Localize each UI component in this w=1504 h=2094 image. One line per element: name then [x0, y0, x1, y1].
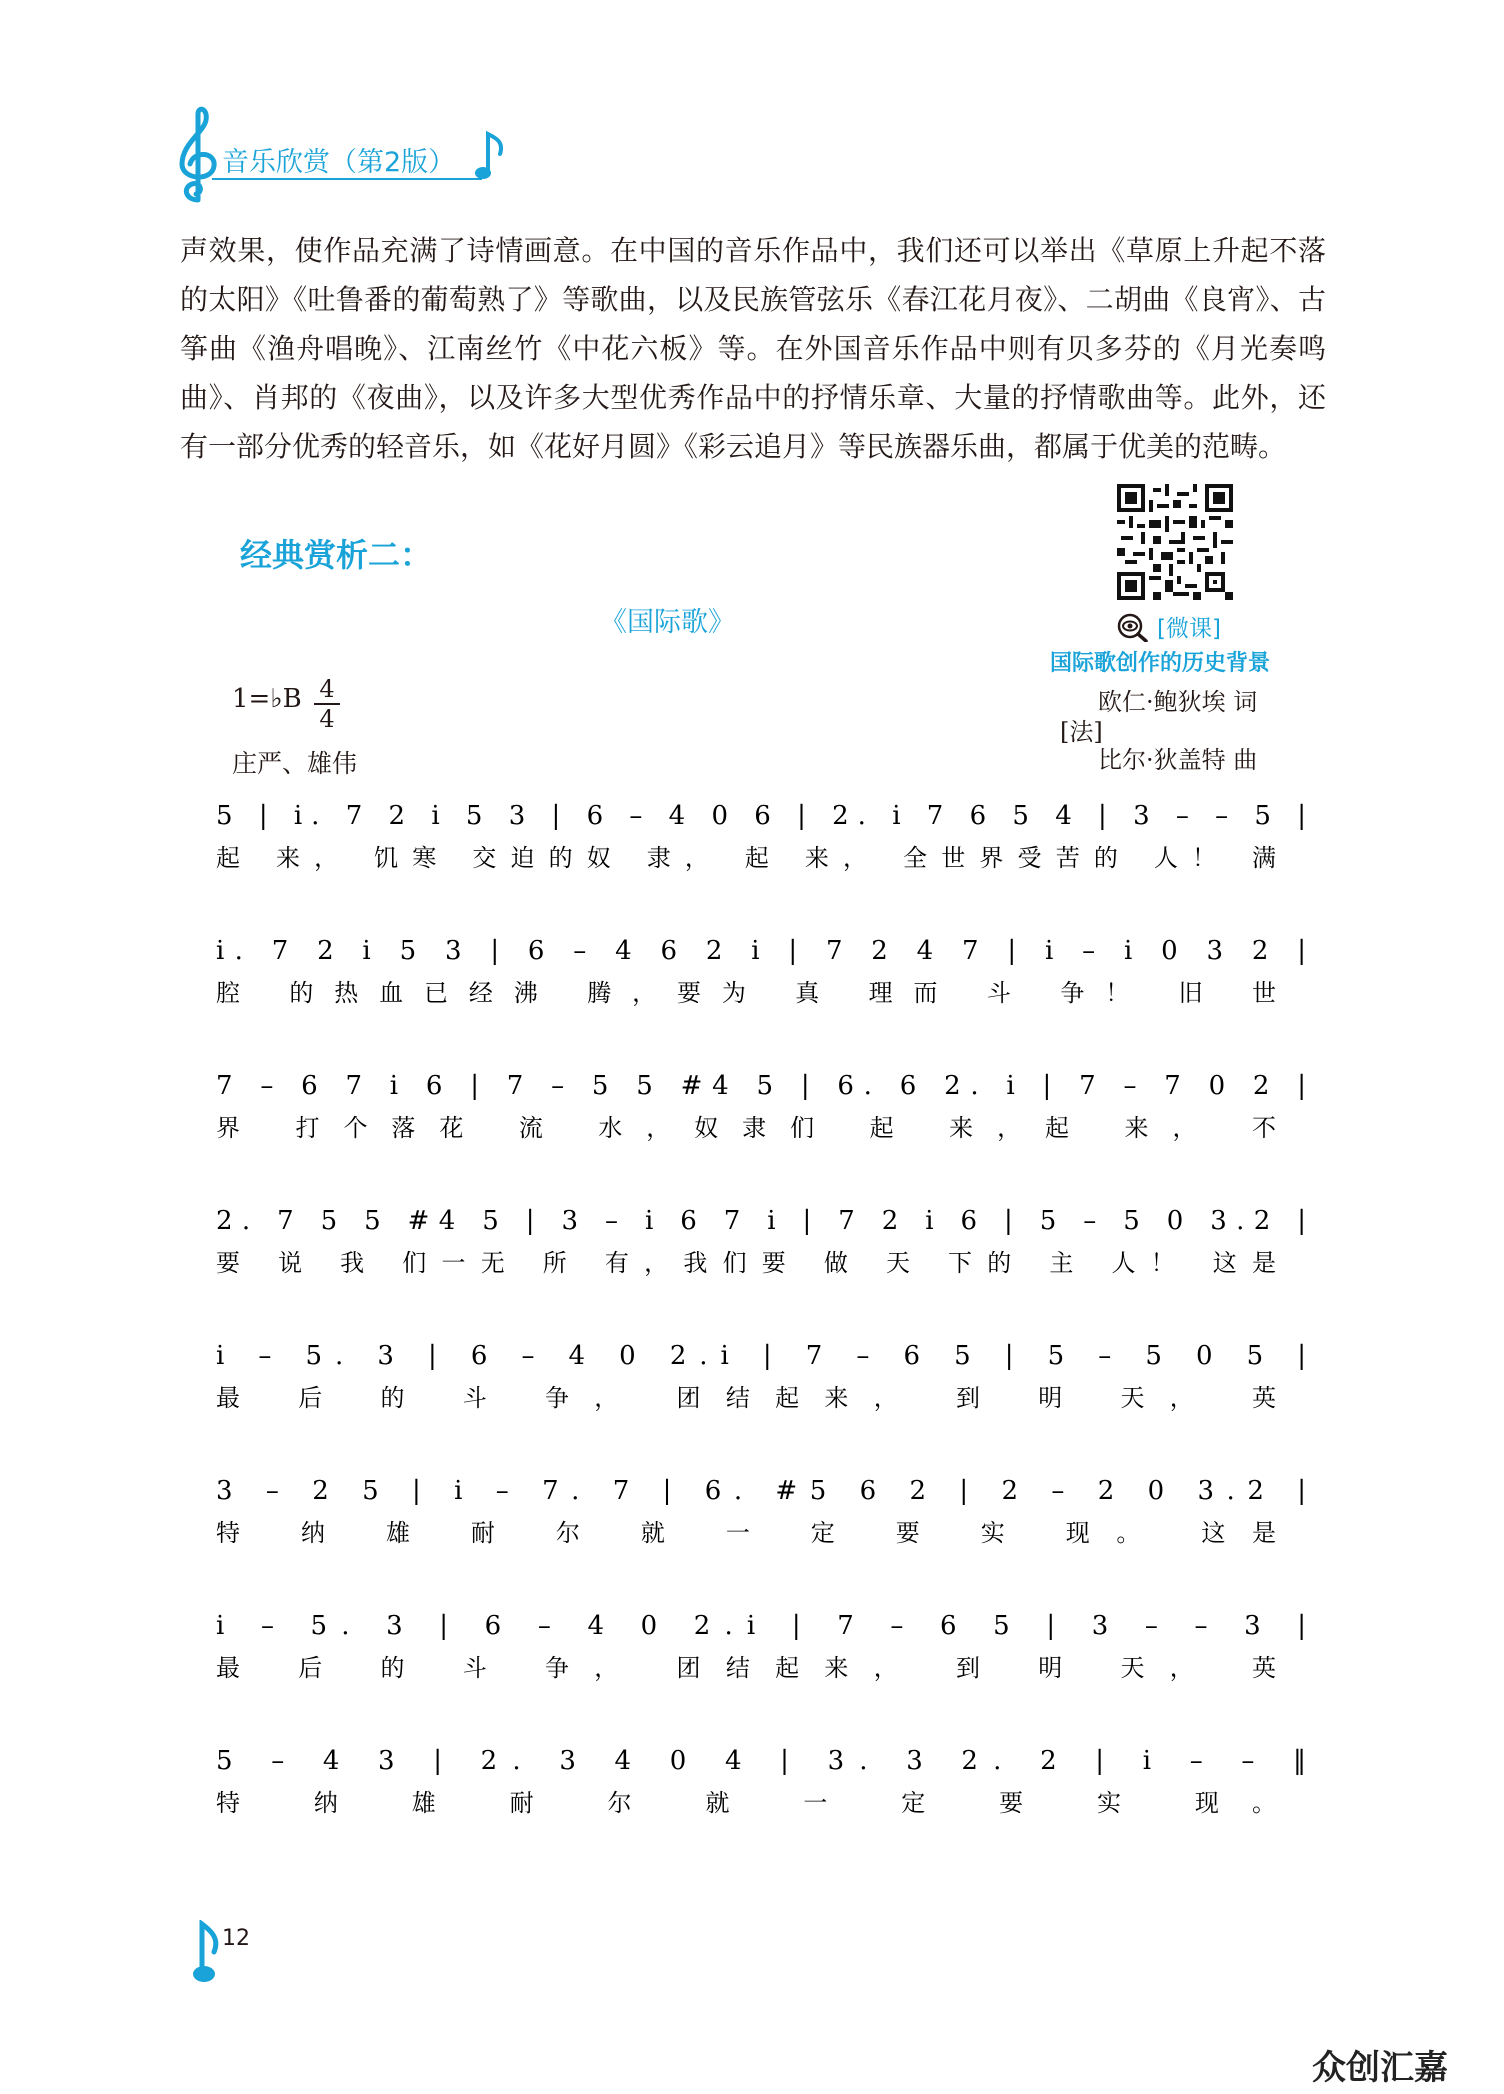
score-lyrics-line: 最 后 的 斗 争， 团结起来， 到 明 天， 英 — [216, 1654, 1276, 1682]
score-lyrics-line: 特 纳 雄 耐 尔 就 一 定 要 实 现。 — [216, 1789, 1276, 1817]
treble-clef-icon — [168, 104, 228, 210]
microlesson-description[interactable]: 国际歌创作的历史背景 — [1050, 651, 1271, 676]
score-notes-line: 5 – 4 3 | 2. 3 4 0 4 | 3. 3 2. 2 | i – – ‖ — [216, 1746, 1306, 1776]
numbered-score — [210, 790, 1320, 1870]
composer-credit: 比尔·狄盖特 曲 — [1098, 746, 1258, 774]
time-signature-top: 4 — [319, 675, 335, 703]
music-note-icon — [474, 128, 512, 182]
microlesson-label[interactable]: [微课] — [1157, 616, 1221, 642]
header-title: 音乐欣赏（第2版） — [222, 147, 456, 178]
score-lyrics-line: 要 说 我 们一无 所 有，我们要 做 天 下的 主 人！ 这是 — [216, 1249, 1277, 1277]
score-lyrics-line: 最 后 的 斗 争， 团结起来， 到 明 天， 英 — [216, 1384, 1276, 1412]
score-lyrics-line: 特 纳 雄 耐 尔 就 一 定 要 实 现。 这是 — [216, 1519, 1276, 1547]
score-notes-line: 7 – 6 7 i 6 | 7 – 5 5 #4 5 | 6. 6 2. i | 7 – 7 0 2 | — [216, 1071, 1306, 1101]
microlesson-eye-icon — [1114, 612, 1152, 642]
time-signature-bottom: 4 — [319, 705, 335, 733]
score-notes-line: i. 7 2 i 5 3 | 6 – 4 6 2 i | 7 2 4 7 | i – i 0 3 2 | — [216, 936, 1307, 966]
lyricist-credit: 欧仁·鲍狄埃 词 — [1098, 688, 1258, 716]
section-title: 经典赏析二： — [240, 536, 433, 574]
watermark-text: 众创汇嘉 — [1312, 2048, 1448, 2088]
score-notes-line: 3 – 2 5 | i – 7. 7 | 6. #5 6 2 | 2 – 2 0 3.2 | — [216, 1476, 1306, 1506]
score-notes-line: i – 5. 3 | 6 – 4 0 2.i | 7 – 6 5 | 5 – 5 0 5 | — [216, 1341, 1306, 1371]
score-notes-line: 5 | i. 7 2 i 5 3 | 6 – 4 0 6 | 2. i 7 6 5 4 | 3 – – 5 | — [216, 801, 1306, 831]
page-number: 12 — [222, 1926, 250, 1951]
qr-code[interactable] — [1117, 484, 1233, 600]
score-notes-line: 2. 7 5 5 #4 5 | 3 – i 6 7 i | 7 2 i 6 | 5 – 5 0 3.2 | — [216, 1206, 1306, 1236]
tempo-marking: 庄严、雄伟 — [232, 749, 358, 778]
key-signature: 1=♭B — [232, 684, 302, 714]
paragraph-text: 声效果，使作品充满了诗情画意。在中国的音乐作品中，我们还可以举出《草原上升起不落的太阳》《吐鲁番的葡萄熟了》等歌曲，以及民族管弦乐《春江花月夜》、二胡曲《良宵》、古筝曲《渔舟唱晚》、江南丝竹《中花六板》等。在外国音乐作品中则有贝多芬的《月光奏鸣曲》、肖邦的《夜曲》，以及许多大型优秀作品中的抒情乐章、大量的抒情歌曲等。此外，还有一部分优秀的轻音乐，如《花好月圆》《彩云追月》等民族器乐曲，都属于优美的范畴。 — [180, 234, 1326, 463]
time-signature — [314, 676, 340, 732]
song-title: 《国际歌》 — [600, 607, 735, 638]
body-paragraph — [180, 226, 1326, 471]
nationality-label: [法] — [1060, 718, 1103, 746]
score-notes-line: i – 5. 3 | 6 – 4 0 2.i | 7 – 6 5 | 3 – – 3 | — [216, 1611, 1307, 1641]
score-lyrics-line: 腔 的热血已经沸 腾，要为 真 理而 斗 争！ 旧 世 — [216, 979, 1277, 1007]
score-lyrics-line: 界 打个落花 流 水，奴隶们 起 来，起 来， 不 — [216, 1114, 1276, 1142]
header-underline — [212, 178, 482, 180]
score-lyrics-line: 起 来， 饥寒 交迫的奴 隶， 起 来， 全世界受苦的 人！ 满 — [216, 844, 1276, 872]
